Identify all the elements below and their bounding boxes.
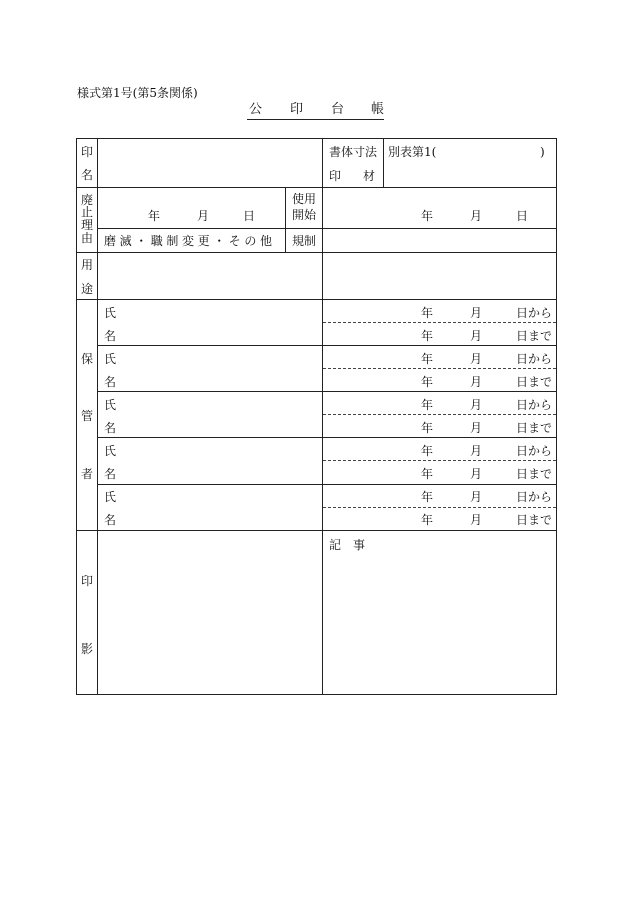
custodian-label-char-3: 者 (81, 467, 94, 481)
table-border-bottom (76, 694, 557, 695)
custodian-dash-1 (323, 322, 556, 323)
until-year: 年 (421, 329, 434, 343)
start-use-label-1: 使用 (292, 192, 317, 206)
until-label: 日まで (516, 421, 553, 435)
regulation-label: 規制 (292, 234, 317, 248)
custodian-name-bottom: 名 (104, 421, 117, 435)
custodian-name-top: 氏 (104, 306, 117, 320)
until-month: 月 (470, 467, 483, 481)
from-year: 年 (421, 352, 434, 366)
font-size-divider (383, 138, 384, 187)
until-label: 日まで (516, 375, 553, 389)
seal-name-label-bottom: 名 (81, 168, 94, 182)
custodian-label-char-2: 管 (81, 409, 94, 423)
middle-column-divider (322, 138, 323, 695)
abolition-day: 日 (243, 209, 256, 223)
custodian-line-2 (97, 391, 557, 392)
start-day: 日 (516, 209, 529, 223)
abolition-label-char-3: 理 (80, 218, 93, 232)
seal-name-label-top: 印 (81, 145, 94, 159)
title-char-3: 台 (331, 102, 345, 117)
from-year: 年 (421, 398, 434, 412)
from-label: 日から (516, 444, 553, 458)
abolition-year: 年 (148, 209, 161, 223)
title-char-1: 公 (249, 102, 263, 117)
font-size-label: 書体寸法 (329, 145, 378, 159)
custodian-line-3 (97, 437, 557, 438)
start-year: 年 (421, 209, 434, 223)
until-label: 日まで (516, 513, 553, 527)
from-month: 月 (470, 398, 483, 412)
title-char-2: 印 (290, 102, 304, 117)
from-label: 日から (516, 306, 553, 320)
custodian-name-bottom: 名 (104, 329, 117, 343)
until-year: 年 (421, 513, 434, 527)
form-number: 様式第1号(第5条関係) (77, 86, 198, 100)
abolition-label-char-1: 廃 (80, 193, 93, 207)
title-char-4: 帳 (371, 102, 385, 117)
from-label: 日から (516, 352, 553, 366)
from-year: 年 (421, 306, 434, 320)
table-border-right (556, 138, 557, 695)
custodian-line-1 (97, 345, 557, 346)
from-month: 月 (470, 490, 483, 504)
until-year: 年 (421, 375, 434, 389)
until-year: 年 (421, 421, 434, 435)
usage-label-top: 用 (81, 258, 94, 272)
until-label: 日まで (516, 329, 553, 343)
impression-label-top: 印 (81, 574, 94, 588)
custodian-name-bottom: 名 (104, 513, 117, 527)
custodian-name-top: 氏 (104, 490, 117, 504)
abolition-month: 月 (197, 209, 210, 223)
label-column-divider (97, 138, 98, 695)
start-month: 月 (470, 209, 483, 223)
custodian-name-top: 氏 (104, 444, 117, 458)
custodian-name-bottom: 名 (104, 467, 117, 481)
custodian-name-bottom: 名 (104, 375, 117, 389)
until-month: 月 (470, 513, 483, 527)
until-month: 月 (470, 375, 483, 389)
usage-label-bottom: 途 (81, 282, 94, 296)
font-size-value: 別表第1( (388, 145, 437, 159)
notes-label: 記 事 (329, 538, 366, 552)
abolition-label-char-2: 止 (80, 205, 93, 219)
row-line-5 (76, 530, 557, 531)
from-month: 月 (470, 444, 483, 458)
custodian-line-4 (97, 484, 557, 485)
font-size-close: ) (540, 145, 545, 159)
from-month: 月 (470, 352, 483, 366)
custodian-name-top: 氏 (104, 398, 117, 412)
custodian-label-char-1: 保 (81, 352, 94, 366)
until-month: 月 (470, 329, 483, 343)
until-label: 日まで (516, 467, 553, 481)
start-use-divider (285, 187, 286, 252)
row-line-3 (76, 252, 557, 253)
title-underline (247, 119, 384, 120)
impression-label-bottom: 影 (81, 642, 94, 656)
from-month: 月 (470, 306, 483, 320)
material-label-char-2: 材 (363, 169, 376, 183)
row-line-4 (76, 299, 557, 300)
start-use-label-2: 開始 (292, 208, 317, 222)
abolition-label-char-4: 由 (80, 231, 93, 245)
custodian-dash-3 (323, 414, 556, 415)
material-label-char-1: 印 (329, 169, 342, 183)
row-line-1 (76, 187, 557, 188)
custodian-dash-2 (323, 368, 556, 369)
custodian-dash-5 (323, 507, 556, 508)
from-year: 年 (421, 444, 434, 458)
table-border-left (76, 138, 77, 695)
from-label: 日から (516, 490, 553, 504)
from-label: 日から (516, 398, 553, 412)
table-border-top (76, 138, 557, 139)
custodian-dash-4 (323, 460, 556, 461)
custodian-name-top: 氏 (104, 352, 117, 366)
until-month: 月 (470, 421, 483, 435)
row-line-2 (97, 228, 557, 229)
abolition-reason-options: 磨滅・職制変更・その他 (104, 234, 276, 248)
from-year: 年 (421, 490, 434, 504)
until-year: 年 (421, 467, 434, 481)
